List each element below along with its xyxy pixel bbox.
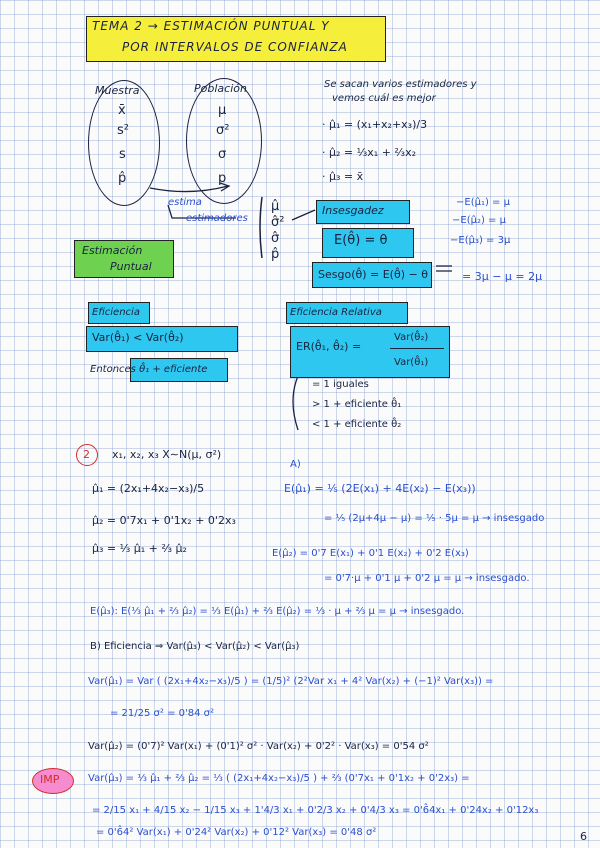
estimator-stack-3: σ̂ xyxy=(271,231,280,246)
estima-label: estima xyxy=(168,197,202,208)
se-sacan-line-1: Se sacan varios estimadores y xyxy=(324,79,477,90)
side-expect-2: −E(μ̂₂) = μ xyxy=(452,215,506,226)
ex2-part-b: B) Eficiencia ⇒ Var(μ̂₃) < Var(μ̂₂) < Var(μ̂₃) xyxy=(90,641,300,652)
er-den: Var(θ̂₁) xyxy=(394,357,429,368)
er-num: Var(θ̂₂) xyxy=(394,332,429,343)
ex2-var3c: = 0'6̂4² Var(x₁) + 0'24² Var(x₂) + 0'12² Var(x₃) = 0'48 σ² xyxy=(96,827,377,838)
mu-example-2: · μ̂₂ = ⅓x₁ + ⅔x₂ xyxy=(322,146,416,159)
ex2-e2a: E(μ̂₂) = 0'7 E(x₁) + 0'1 E(x₂) + 0'2 E(x₃) xyxy=(272,548,469,559)
muestra-item-4: p̂ xyxy=(118,171,127,186)
poblacion-item-3: σ xyxy=(218,147,227,162)
eficiencia-label: Eficiencia xyxy=(92,307,140,318)
muestra-label: Muestra xyxy=(95,84,140,97)
insesgadez-eq: E(θ̂) = θ xyxy=(334,233,388,248)
page-number: 6 xyxy=(580,830,587,843)
bias-result: = 3μ − μ = 2μ xyxy=(462,270,543,283)
estimacion-line-2: Puntual xyxy=(110,260,152,273)
se-sacan-line-2: vemos cuál es mejor xyxy=(332,93,436,104)
estimator-stack-4: p̂ xyxy=(271,247,280,262)
side-expect-1: −E(μ̂₁) = μ xyxy=(456,197,510,208)
eficiencia-then: Entonces θ̂₁ + eficiente xyxy=(90,364,208,375)
muestra-item-1: x̄ xyxy=(118,103,126,118)
poblacion-item-4: p xyxy=(218,171,227,186)
estimator-stack-1: μ̂ xyxy=(271,199,280,214)
eficiencia-eq: Var(θ̂₁) < Var(θ̂₂) xyxy=(92,331,184,344)
ex2-e3: E(μ̂₃): E(⅓ μ̂₁ + ⅔ μ̂₂) = ⅓ E(μ̂₁) + ⅔ E(μ̂₂) = ⅓ · μ + ⅔ μ = μ → insesgado. xyxy=(90,606,465,617)
imp-text: IMP xyxy=(40,773,60,786)
ex2-var3b: = 2/15 x₁ + 4/15 x₂ − 1/15 x₃ + 1'4/3 x₁ + 0'2/3 x₂ + 0'4/3 x₃ = 0'6̂4x₁ + 0'24x₂ + 0'12x₃ xyxy=(92,805,539,816)
estimadores-label: estimadores xyxy=(186,213,248,224)
poblacion-item-2: σ² xyxy=(216,123,230,138)
ex2-var2: Var(μ̂₂) = (0'7)² Var(x₁) + (0'1)² σ² · Var(x₂) + 0'2² · Var(x₃) = 0'54 σ² xyxy=(88,741,429,752)
ex2-number: 2 xyxy=(83,448,90,461)
estimator-stack-2: σ̂² xyxy=(271,215,285,230)
ex2-e1a: E(μ̂₁) = ⅕ (2E(x₁) + 4E(x₂) − E(x₃)) xyxy=(284,482,476,495)
ex2-mu3: μ̂₃ = ⅓ μ̂₁ + ⅔ μ̂₂ xyxy=(92,542,187,555)
mu-example-1: · μ̂₁ = (x₁+x₂+x₃)/3 xyxy=(322,118,428,131)
poblacion-item-1: μ xyxy=(218,103,227,118)
ex2-mu1: μ̂₁ = (2x₁+4x₂−x₃)/5 xyxy=(92,482,205,495)
ex2-e2b: = 0'7·μ + 0'1 μ + 0'2 μ = μ → insesgado. xyxy=(324,573,530,584)
muestra-item-3: s xyxy=(119,147,126,162)
estimacion-line-1: Estimación xyxy=(82,244,143,257)
sesgo-eq: Sesgo(θ̂) = E(θ̂) − θ xyxy=(318,268,428,281)
poblacion-label: Población xyxy=(194,82,247,95)
er-label: Eficiencia Relativa xyxy=(290,307,382,318)
ex2-var1: Var(μ̂₁) = Var ( (2x₁+4x₂−x₃)/5 ) = (1/5)² (2²Var x₁ + 4² Var(x₂) + (−1)² Var(x₃)) = xyxy=(88,676,494,687)
title-line-2: POR INTERVALOS DE CONFIANZA xyxy=(122,40,348,54)
ex2-var1b: = 21/25 σ² = 0'84 σ² xyxy=(110,708,214,719)
er-case-2: > 1 + eficiente θ̂₁ xyxy=(312,399,402,410)
side-expect-3: −E(μ̂₃) = 3μ xyxy=(450,235,511,246)
ex2-setup: x₁, x₂, x₃ X∼N(μ, σ²) xyxy=(112,448,222,461)
er-case-3: < 1 + eficiente θ̂₂ xyxy=(312,419,402,430)
er-fraction-bar xyxy=(390,348,444,349)
er-case-1: = 1 iguales xyxy=(312,379,369,390)
ex2-e1b: = ⅕ (2μ+4μ − μ) = ⅕ · 5μ = μ → insesgado xyxy=(324,513,545,524)
insesgadez-label: Insesgadez xyxy=(322,204,384,217)
ex2-mu2: μ̂₂ = 0'7x₁ + 0'1x₂ + 0'2x₃ xyxy=(92,514,236,527)
ex2-part-a: A) xyxy=(290,459,301,470)
er-eq-lhs: ER(θ̂₁, θ̂₂) = xyxy=(296,340,362,353)
mu-example-3: · μ̂₃ = x̄ xyxy=(322,170,364,183)
title-line-1: TEMA 2 → ESTIMACIÓN PUNTUAL Y xyxy=(92,19,330,33)
ex2-var3: Var(μ̂₃) = ⅓ μ̂₁ + ⅔ μ̂₂ = ⅓ ( (2x₁+4x₂−x₃)/5 ) + ⅔ (0'7x₁ + 0'1x₂ + 0'2x₃) = xyxy=(88,773,470,784)
muestra-item-2: s² xyxy=(117,123,129,138)
